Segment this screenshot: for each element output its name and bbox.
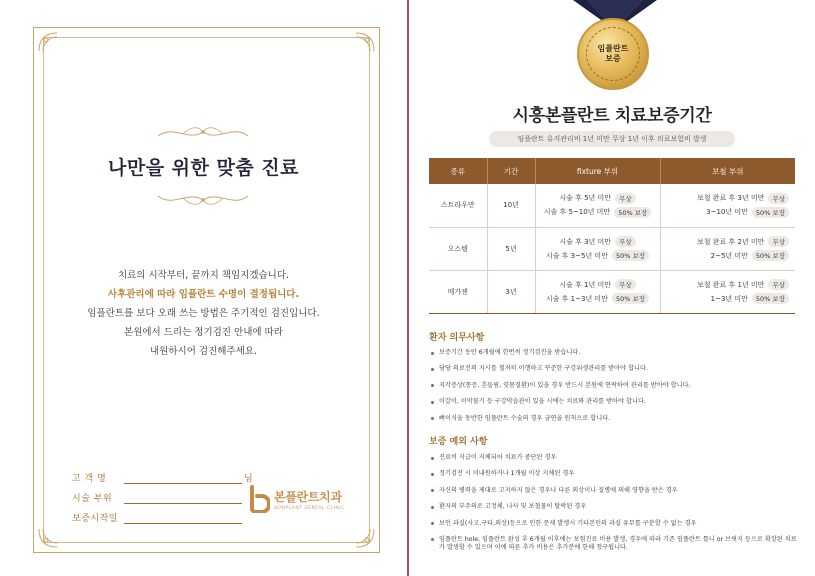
- coverage-text: 시술 후 5년 미만: [559, 194, 612, 203]
- intro-line: 본원에서 드리는 정기검진 안내에 따라: [124, 327, 283, 338]
- list-item: 진료비 지급이 지체되어 치료가 중단된 경우: [431, 454, 801, 462]
- period-cell: 5년: [487, 227, 535, 270]
- coverage-text: 3~10년 미만: [706, 208, 748, 217]
- intro-text: [0, 266, 407, 361]
- honorific-suffix: 님: [244, 474, 253, 484]
- intro-line: 치료의 시작부터, 끝까지 책임지겠습니다.: [117, 270, 290, 281]
- fixture-coverage-cell: [535, 184, 660, 227]
- list-item: 환자의 부주의로 고정체, 나사 및 보철물이 탈락된 경우: [431, 503, 801, 511]
- page-title: 나만을 위한 맞춤 진료: [107, 157, 300, 179]
- column-header: fixture 부위: [535, 158, 660, 184]
- certificate-cover-page: [0, 0, 407, 576]
- fixture-coverage-cell: [535, 270, 660, 313]
- coverage-tag: 무상: [615, 193, 636, 204]
- exceptions-section-title: 보증 예외 사항: [429, 437, 488, 447]
- duties-list: [431, 349, 801, 431]
- patient-name-label: 고 객 명: [72, 474, 107, 484]
- exceptions-list: [431, 454, 801, 560]
- implant-type-cell: 메가젠: [429, 270, 487, 313]
- duties-section-title: 환자 의무사항: [429, 333, 485, 343]
- medal-text: 임플란트: [597, 44, 629, 53]
- corner-ornament-icon: [354, 527, 376, 549]
- coverage-text: 시술 후 3~5년 미만: [545, 251, 608, 260]
- warranty-start-row: [72, 504, 253, 524]
- table-row: [429, 184, 795, 227]
- coverage-tag: 50% 보장: [614, 207, 651, 218]
- list-item: 임플란트 hole, 임플란트 완성 후 6개월 이후에는 보험진료 비용 발생, 경우에 따라 기존 임플란트 틀니 or 브릿지 등으로 확장된 치료가 발생할 수 있으며 이에 따른 추가 비용은 추가분에 한해 청구됩니다.: [431, 536, 801, 552]
- intro-line: 내원하시어 검진해주세요.: [150, 346, 257, 357]
- patient-name-field[interactable]: [124, 472, 242, 484]
- prosthesis-coverage-cell: [660, 270, 795, 313]
- fixture-coverage-cell: [535, 227, 660, 270]
- implant-type-cell: 스트라우만: [429, 184, 487, 227]
- warranty-start-label: 보증시작일: [72, 514, 118, 524]
- coverage-text: 시술 후 5~10년 미만: [543, 208, 611, 217]
- flourish-ornament-icon: [153, 188, 253, 210]
- maintenance-subtitle: 임플란트 유지관리비 1년 미만 무상 1년 이후 의료보험비 발생: [489, 131, 735, 147]
- coverage-text: 1~3년 미만: [710, 294, 748, 303]
- coverage-tag: 50% 보장: [752, 293, 789, 304]
- prosthesis-coverage-cell: [660, 227, 795, 270]
- coverage-text: 시술 후 1~3년 미만: [545, 294, 608, 303]
- table-row: [429, 227, 795, 270]
- implant-type-cell: 오스템: [429, 227, 487, 270]
- warranty-title: 시흥본플란트 치료보증기간: [512, 106, 712, 126]
- warranty-table: [429, 158, 795, 314]
- list-item: 지각증상(통증, 흔들림, 잇몸질환)이 있을 경우 반드시 본원에 연락하여 관리를 받아야 합니다.: [431, 382, 801, 390]
- patient-name-row: [72, 464, 253, 484]
- treatment-site-field[interactable]: [124, 492, 242, 504]
- prosthesis-coverage-cell: [660, 184, 795, 227]
- column-header: 보철 부위: [660, 158, 795, 184]
- treatment-site-label: 시술 부위: [72, 494, 113, 504]
- coverage-text: 시술 후 3년 미만: [559, 237, 612, 246]
- warranty-start-field[interactable]: [124, 512, 242, 524]
- table-header-row: [429, 158, 795, 184]
- coverage-tag: 무상: [768, 236, 789, 247]
- list-item: 보인 과실(사고,구타,외상)등으로 인한 문제 발생시 기타본인의 과실 유무를 구분할 수 없는 경우: [431, 520, 801, 528]
- coverage-text: 보철 완료 후 3년 미만: [696, 194, 765, 203]
- column-header: 종류: [429, 158, 487, 184]
- warranty-medal-badge: [577, 18, 649, 90]
- coverage-text: 2~5년 미만: [710, 251, 748, 260]
- corner-ornament-icon: [354, 31, 376, 53]
- list-item: 담당 의료진의 지시를 철저히 이행하고 꾸준한 구강위생관리를 받아야 합니다.: [431, 365, 801, 373]
- coverage-tag: 50% 보장: [752, 207, 789, 218]
- coverage-text: 시술 후 1년 미만: [559, 280, 612, 289]
- intro-line: 임플란트를 보다 오래 쓰는 방법은 주기적인 검진입니다.: [87, 308, 320, 319]
- intro-highlight: 사후관리에 따라 임플란트 수명이 결정됩니다.: [107, 289, 300, 300]
- clinic-logo-icon: [248, 485, 270, 513]
- corner-ornament-icon: [37, 527, 59, 549]
- flourish-ornament-icon: [153, 122, 253, 144]
- coverage-text: 보철 완료 후 1년 미만: [696, 280, 765, 289]
- coverage-tag: 50% 보장: [752, 250, 789, 261]
- coverage-tag: 50% 보장: [612, 293, 649, 304]
- list-item: 자신의 병력을 제대로 고지하지 않은 경우나 다른 외상이나 질병에 의해 영향을 받은 경우: [431, 487, 801, 495]
- list-item: 뼈이식을 동반한 임플란트 수술의 경우 금연을 원칙으로 합니다.: [431, 415, 801, 423]
- treatment-site-row: [72, 484, 253, 504]
- list-item: 이갈이, 이악물기 등 구강악습관이 있을 시에는 치료와 관리를 받아야 합니다.: [431, 398, 801, 406]
- period-cell: 10년: [487, 184, 535, 227]
- clinic-name: 본플란트치과: [274, 489, 342, 504]
- coverage-tag: 50% 보장: [612, 250, 649, 261]
- patient-info-form: [72, 464, 253, 524]
- clinic-name-english: BONPLANT DENTAL CLINIC: [274, 505, 345, 511]
- coverage-tag: 무상: [615, 236, 636, 247]
- coverage-tag: 무상: [768, 193, 789, 204]
- column-header: 기간: [487, 158, 535, 184]
- clinic-logo: [248, 485, 345, 513]
- warranty-info-page: [409, 0, 815, 576]
- medal-text: 보증: [605, 54, 621, 63]
- coverage-text: 보철 완료 후 2년 미만: [696, 237, 765, 246]
- list-item: 보증기간 동안 6개월에 한번씩 정기검진을 받습니다.: [431, 349, 801, 357]
- corner-ornament-icon: [37, 31, 59, 53]
- coverage-tag: 무상: [615, 279, 636, 290]
- period-cell: 3년: [487, 270, 535, 313]
- coverage-tag: 무상: [768, 279, 789, 290]
- list-item: 정기검진 시 미내원하거나 1개월 이상 지체된 경우: [431, 470, 801, 478]
- table-row: [429, 270, 795, 313]
